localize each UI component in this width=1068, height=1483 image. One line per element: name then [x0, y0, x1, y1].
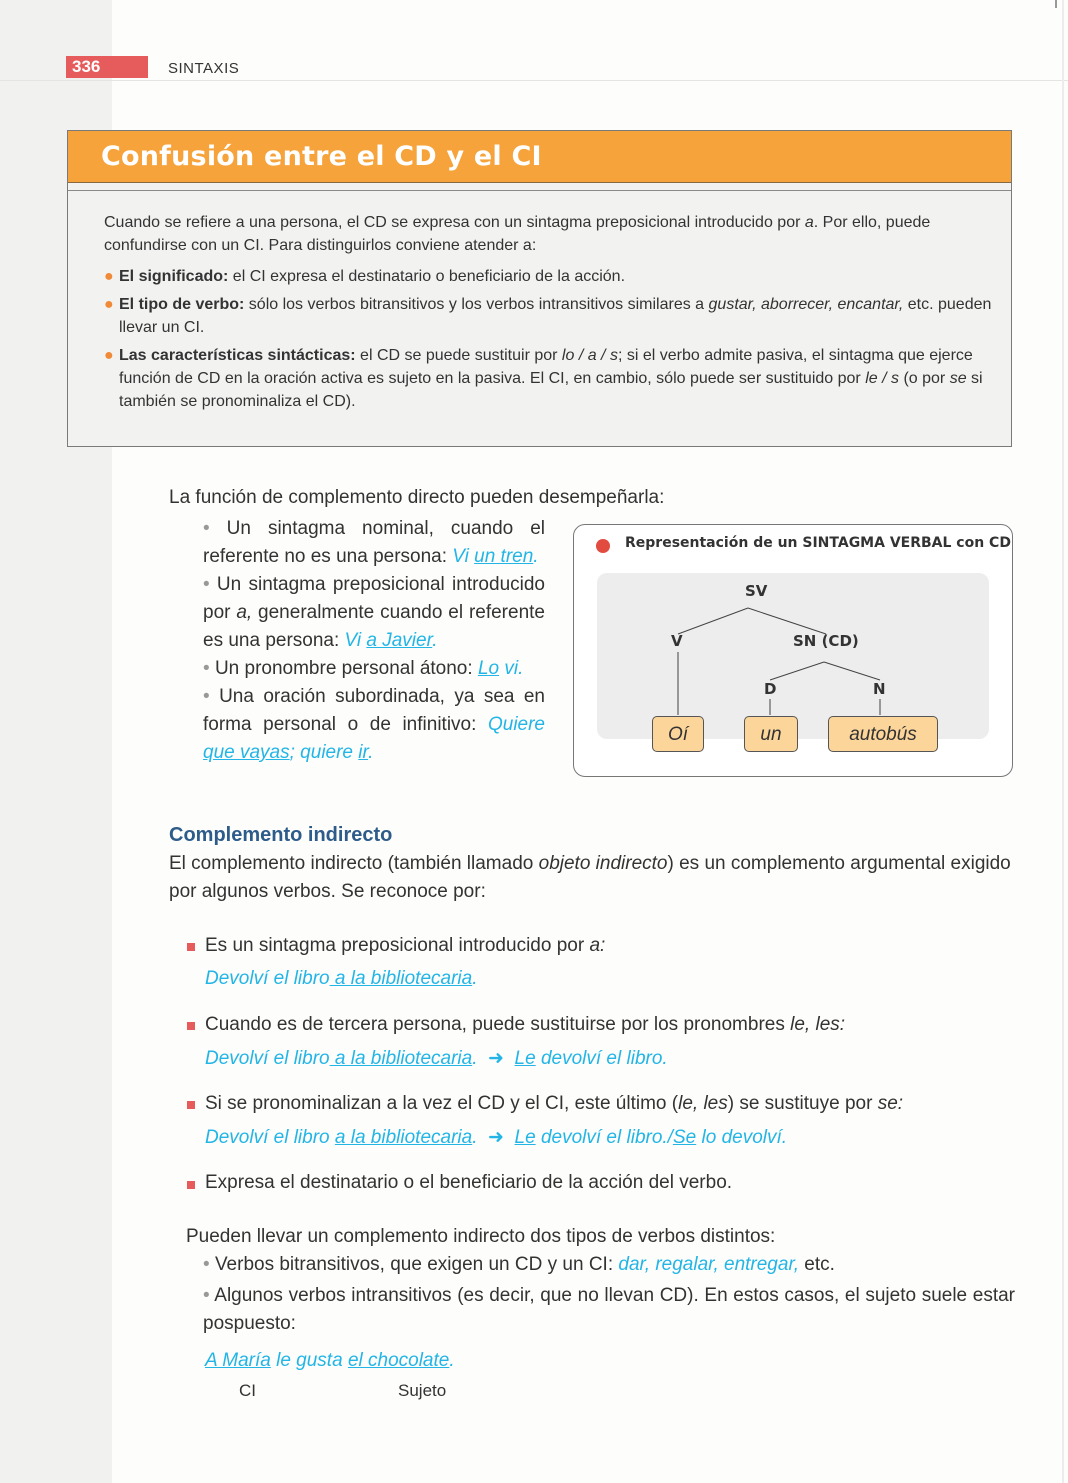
- cd-item-subordinada: • Una oración subordinada, ya sea en forma personal o de infinitivo: Quiere que vayas; quiere ir.: [203, 686, 546, 763]
- ci-heading: Complemento indirecto: [169, 824, 393, 846]
- ci-verb-type-2: • Algunos verbos intransitivos (es decir, que no llevan CD). En estos casos, el sujeto suele estar pospuesto:: [203, 1285, 1015, 1334]
- ci-criterion-4: Expresa el destinatario o el beneficiario de la acción del verbo.: [205, 1172, 733, 1193]
- ci-paragraph: El complemento indirecto (también llamado objeto indirecto) es un complemento argumental exigido por algunos verbos. Se reconoce por:: [169, 853, 1011, 902]
- ci-criterion-2: Cuando es de tercera persona, puede sustituirse por los pronombres le, les:: [205, 1014, 846, 1035]
- leaf-un: un: [744, 716, 798, 752]
- bullet-dot-icon: •: [203, 518, 210, 539]
- ci-verb-type-1: • Verbos bitransitivos, que exigen un CD y un CI: dar, regalar, entregar, etc.: [203, 1254, 835, 1275]
- page-edge: [1062, 0, 1064, 1483]
- cd-item-sprep: • Un sintagma preposicional introducido por a, generalmente cuando el referente es una persona: Vi a Javier.: [203, 574, 545, 651]
- bullet-dot-icon: •: [203, 1285, 210, 1306]
- cd-list: [203, 515, 545, 767]
- cd-item-pronombre: • Un pronombre personal átono: Lo vi.: [203, 658, 524, 679]
- arrow-right-icon: ➜: [488, 1127, 504, 1148]
- ci-final-example: A María le gusta el chocolate.: [205, 1350, 455, 1371]
- label-ci: CI: [239, 1381, 256, 1400]
- cd-intro: La función de complemento directo pueden desempeñarla:: [169, 487, 665, 508]
- leaf-autobus: autobús: [828, 716, 938, 752]
- node-d: D: [764, 680, 777, 698]
- page-number: 336: [66, 56, 148, 78]
- header-rule: [0, 80, 1068, 81]
- info-bullet-tipo-verbo: ● El tipo de verbo: sólo los verbos bitransitivos y los verbos intransitivos similares a gustar, aborrecer, encantar, etc. pueden llevar un CI.: [104, 293, 994, 339]
- leaf-oi: Oí: [652, 716, 704, 752]
- red-square-bullet-icon: [187, 1101, 195, 1109]
- info-box-intro: Cuando se refiere a una persona, el CD se expresa con un sintagma preposicional introducido por a. Por ello, puede confundirse con un CI. Para distinguirlos conviene atender a:: [104, 214, 931, 254]
- branch-sn-d: [770, 662, 824, 680]
- bullet-dot-icon: •: [203, 686, 210, 707]
- info-bullet-sintacticas: ● Las características sintácticas: el CD se puede sustituir por lo / a / s; si el verbo admite pasiva, el sintagma que ejerce función de CD en la oración activa es sujeto en la pasiva. El CI, en cambio, sólo puede ser sustituido por le / s (o por se si también se pronominaliza el CD).: [104, 344, 994, 413]
- sv-tree-diagram: [573, 524, 1013, 777]
- branch-sn-n: [824, 662, 880, 680]
- node-n: N: [873, 680, 886, 698]
- info-box-rule: [68, 190, 1011, 191]
- crop-mark: [1055, 0, 1057, 8]
- cd-item-sn: • Un sintagma nominal, cuando el referente no es una persona: Vi un tren.: [203, 518, 546, 567]
- ci-criterion-3: Si se pronominalizan a la vez el CD y el CI, este último (le, les) se sustituye por se:: [205, 1093, 904, 1114]
- ci-verb-types-intro: Pueden llevar un complemento indirecto dos tipos de verbos distintos:: [186, 1226, 776, 1247]
- red-square-bullet-icon: [187, 943, 195, 951]
- bullet-dot-icon: ●: [104, 347, 114, 364]
- info-box-body: [104, 211, 994, 418]
- label-sujeto: Sujeto: [398, 1381, 447, 1400]
- ci-example-2: Devolví el libro a la bibliotecaria. ➜ Le devolví el libro.: [205, 1048, 668, 1069]
- bullet-dot-icon: •: [203, 658, 210, 679]
- info-box-header: [68, 131, 1011, 183]
- ci-example-1: Devolví el libro a la bibliotecaria.: [205, 968, 478, 989]
- ci-example-3: Devolví el libro a la bibliotecaria. ➜ Le devolví el libro./Se lo devolví.: [205, 1127, 788, 1148]
- info-box-title: Confusión entre el CD y el CI: [101, 141, 542, 172]
- node-sn-cd: SN (CD): [793, 632, 859, 650]
- bullet-dot-icon: ●: [104, 268, 114, 285]
- branch-sv-sn: [748, 608, 826, 634]
- info-bullet-significado: ● El significado: el CI expresa el destinatario o beneficiario de la acción.: [104, 265, 994, 288]
- arrow-right-icon: ➜: [488, 1048, 504, 1069]
- node-sv: SV: [745, 582, 768, 600]
- node-v: V: [671, 632, 683, 650]
- red-square-bullet-icon: [187, 1022, 195, 1030]
- bullet-dot-icon: ●: [104, 296, 114, 313]
- section-title: SINTAXIS: [168, 60, 240, 77]
- bullet-dot-icon: •: [203, 574, 210, 595]
- diagram-title: Representación de un SINTAGMA VERBAL con CD: [625, 535, 1011, 551]
- branch-sv-v: [678, 608, 748, 634]
- bullet-dot-icon: •: [203, 1254, 210, 1275]
- ci-criterion-1: Es un sintagma preposicional introducido por a:: [205, 935, 606, 956]
- red-square-bullet-icon: [187, 1181, 195, 1189]
- info-box: [67, 130, 1012, 447]
